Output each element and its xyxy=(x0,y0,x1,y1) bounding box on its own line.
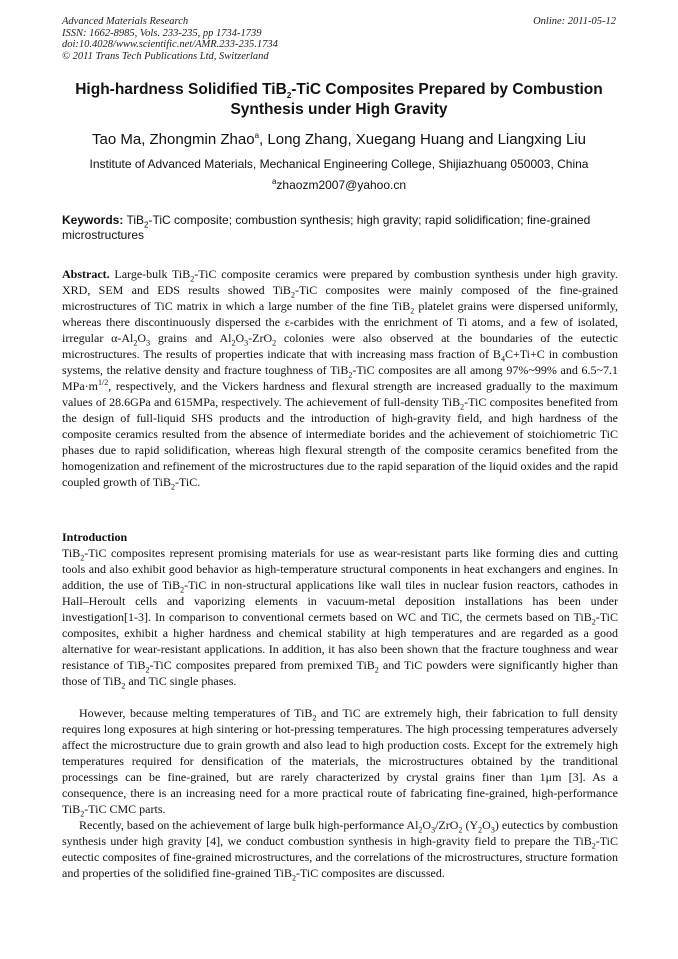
author-list: Tao Ma, Zhongmin Zhao$^a$, Long Zhang, Xuegang Huang and Liangxing Liu xyxy=(92,131,586,148)
intro-paragraph-3: Recently, based on the achievement of large bulk high-performance $Al_2O_3/ZrO_2$ $(Y_2O_3)$ eutectics by combustion synthesis under high gravity [4], we conduct combustion synthesis in high-gravity field to prepare the TiB$_2$-TiC eutectic composites of fine-grained microstructures, and the correlations of the microstructures, structure formation and properties of the solidified fine-grained TiB$_2$-TiC composites are discussed. xyxy=(62,818,618,883)
paper-title xyxy=(40,80,638,120)
abstract: Abstract. Large-bulk TiB$_2$-TiC composite ceramics were prepared by combustion synthesis under high gravity. XRD, SEM and EDS results showed TiB$_2$-TiC composites were mainly composed of the fine-grained microstructures of TiC matrix in which a large number of the fine TiB$_2$ platelet grains were dispersed uniformly, whereas there discontinuously dispersed the ε-carbides with the enrichment of Ti atoms, and a few of isolated, irregular $\alpha-Al_2O_3$ grains and $Al_2O_3-ZrO_2$ colonies were also observed at the boundaries of the eutectic microstructures. The results of properties indicate that with increasing mass fraction of $B_4C+Ti+C$ in combustion systems, the relative density and fracture toughness of TiB$_2$-TiC composites are all among 97%~99% and 6.5~7.1 $MPa\cdot m^{1/2}$, respectively, and the Vickers hardness and flexural strength are increased gradually to the maximum values of 28.6GPa and 615MPa, respectively. The achievement of full-density TiB$_2$-TiC composites benefited from the design of full-liquid SHS products and the introduction of high-gravity field, and high hardness of the composite ceramics resulted from the absence of intermediate borides and the achievement of stoichiometric TiC phases due to rapid solidification, whereas high flexural strength of the composite ceramics benefited from the homogenization and refinement of the microstructures due to the rapid separation of the liquid oxides and the rapid coupled growth of TiB$_2$-TiC. xyxy=(62,267,619,492)
intro-paragraph-1: TiB$_2$-TiC composites represent promising materials for use as wear-resistant parts like forming dies and cutting tools and also exhibit good behavior as high-temperature structural components in heat exchangers and engines. In addition, the use of TiB$_2$-TiC in non-structural applications like wall tiles in nuclear fusion reactors, cathodes in Hall–Heroult cells and vaporizing elements in vacuum-metal deposition installations has been under investigation[1-3]. In comparison to conventional cermets based on WC and TiC, the cermets based on TiB$_2$-TiC composites, exhibit a higher hardness and chemical stability at high temperatures and are regarded as a good alternative for wear-resistant applications. In addition, it has also been shown that the fracture toughness and wear resistance of TiB$_2$-TiC composites prepared from premixed TiB$_2$ and TiC powders were significantly higher than those of TiB$_2$ and TiC single phases. xyxy=(62,546,618,691)
journal-doi: doi:10.4028/www.scientific.net/AMR.233-235.1734 xyxy=(62,39,278,50)
journal-copyright: © 2011 Trans Tech Publications Ltd, Switzerland xyxy=(62,50,269,62)
section-heading-introduction: Introduction xyxy=(62,530,128,544)
title-line-1: High-hardness Solidified TiB$_2$-TiC Composites Prepared by Combustion xyxy=(75,81,603,101)
keywords-label: Keywords: xyxy=(62,213,124,227)
intro-paragraph-2: However, because melting temperatures of TiB$_2$ and TiC are extremely high, their fabrication to full density requires long exposures at high sintering or hot-pressing temperatures. The high processing temperatures adversely affect the microstructure due to grain growth and also lead to high production costs. Except for the extremely high temperatures required for densification of the materials, the microstructures obtained by the tranditional processings can be fine-grained, but are rarely characterized by crystal grains finer than 1μm [3]. As a consequence, there is an increasing need for a more practical route of fabricating fine-grained, high-performance TiB$_2$-TiC CMC parts. xyxy=(62,706,618,819)
keywords: Keywords: TiB$_2$-TiC composite; combustion synthesis; high gravity; rapid solidification; fine-grained microstructures xyxy=(62,213,591,242)
journal-header xyxy=(62,16,616,62)
online-date: Online: 2011-05-12 xyxy=(533,16,616,27)
abstract-label: Abstract. xyxy=(62,267,110,281)
title-line-2: Synthesis under High Gravity xyxy=(230,101,448,118)
journal-name: Advanced Materials Research xyxy=(62,16,189,27)
author-email: $^a$zhaozm2007@yahoo.cn xyxy=(271,177,407,192)
journal-issn: ISSN: 1662-8985, Vols. 233-235, pp 1734-1739 xyxy=(62,27,262,39)
affiliation: Institute of Advanced Materials, Mechanical Engineering College, Shijiazhuang 050003, China xyxy=(89,157,589,171)
